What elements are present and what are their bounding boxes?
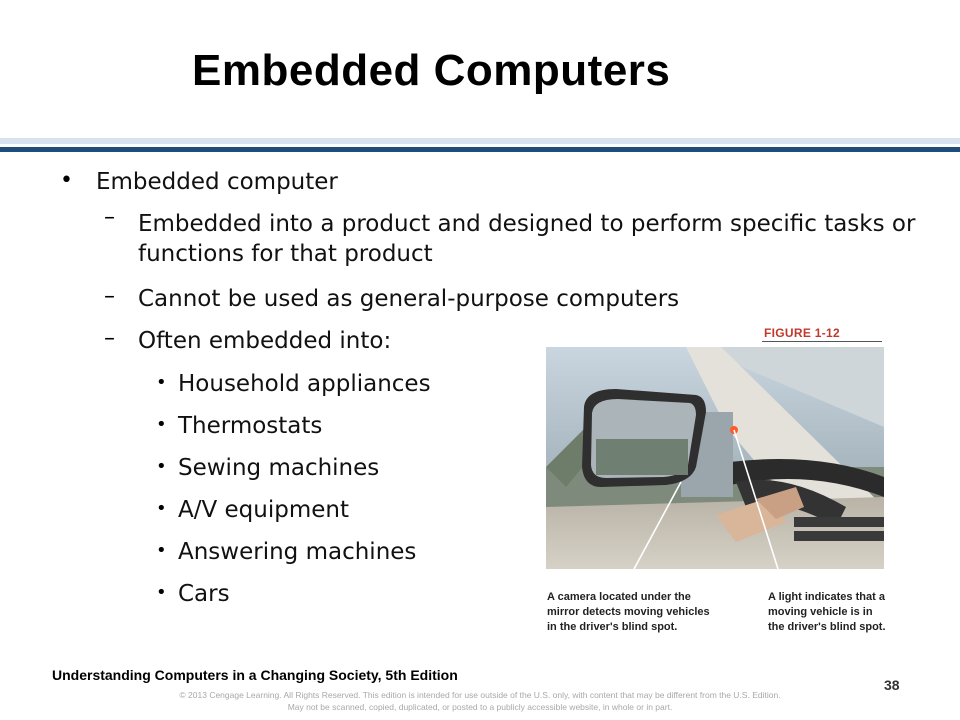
- copyright-line-2: May not be scanned, copied, duplicated, or posted to a publicly accessible website, in whole or in part.: [287, 702, 673, 712]
- sub-bullet-definition: Embedded into a product and designed to perform specific tasks or functions for that product: [138, 211, 916, 267]
- figure-label-rule: [762, 341, 882, 342]
- list-item-av-equipment: A/V equipment: [178, 497, 349, 523]
- bullet-embedded-computer: Embedded computer: [96, 169, 338, 195]
- page-number: 38: [884, 677, 900, 693]
- list-item-answering-machines: Answering machines: [178, 539, 417, 565]
- list-item-thermostats: Thermostats: [178, 413, 323, 439]
- sub-bullet-embedded-into: Often embedded into:: [138, 328, 392, 354]
- bullet-marker: •: [156, 456, 167, 477]
- bullet-marker: •: [156, 498, 167, 519]
- list-item-household-appliances: Household appliances: [178, 371, 431, 397]
- bullet-marker: •: [156, 540, 167, 561]
- bullet-marker: •: [156, 414, 167, 435]
- figure-label: FIGURE 1-12: [764, 326, 840, 340]
- list-item-sewing-machines: Sewing machines: [178, 455, 380, 481]
- list-item-cars: Cars: [178, 581, 230, 607]
- dash-marker: –: [104, 326, 115, 351]
- title-divider: [0, 147, 960, 152]
- bullet-marker: •: [156, 372, 167, 393]
- dash-marker: –: [104, 284, 115, 309]
- bullet-marker: •: [156, 582, 167, 603]
- figure-caption-light: A light indicates that a moving vehicle is in the driver's blind spot.: [768, 591, 886, 633]
- footer-book-title: Understanding Computers in a Changing Society, 5th Edition: [52, 667, 458, 683]
- dash-marker: –: [104, 205, 115, 230]
- title-divider-light: [0, 138, 960, 144]
- copyright-line-1: © 2013 Cengage Learning. All Rights Reserved. This edition is intended for use outside of the U.S. only, with content that may be different from the U.S. Edition.: [179, 690, 781, 700]
- sub-bullet-not-general-purpose: Cannot be used as general-purpose computers: [138, 286, 680, 312]
- car-mirror-photo: [546, 347, 884, 569]
- copyright-notice: [90, 689, 870, 713]
- slide-title: Embedded Computers: [192, 46, 671, 95]
- figure-caption-camera: A camera located under the mirror detects moving vehicles in the driver's blind spot.: [547, 591, 710, 633]
- bullet-marker: •: [60, 168, 73, 193]
